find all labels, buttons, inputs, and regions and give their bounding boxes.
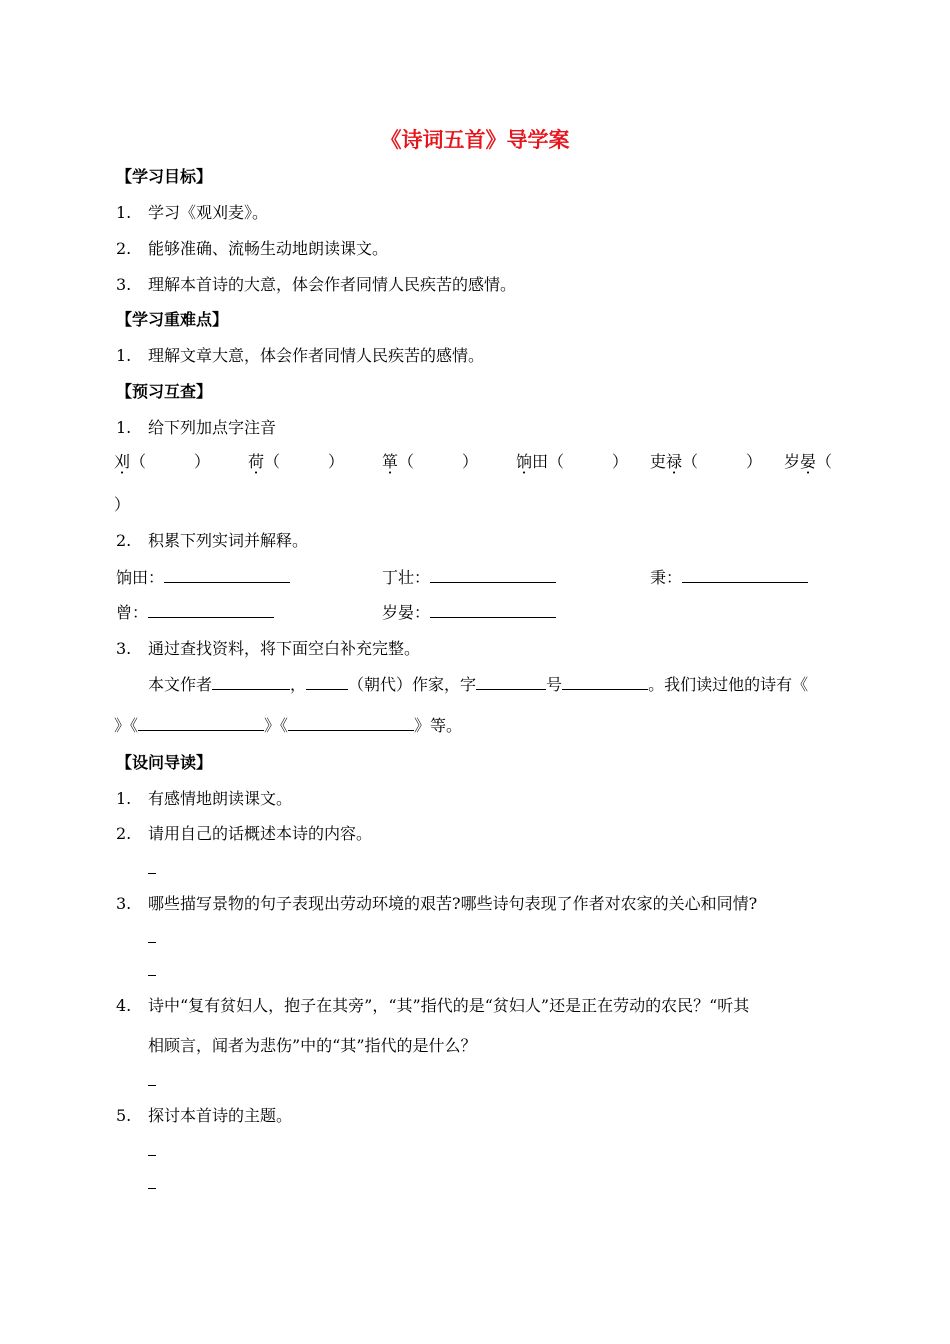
word-field: 秉： <box>650 565 808 588</box>
page-title: 《诗词五首》导学案 <box>380 127 570 152</box>
answer-line[interactable] <box>148 1155 156 1156</box>
answer-line[interactable] <box>148 1188 156 1189</box>
answer-blank[interactable] <box>138 716 264 731</box>
guide-item: 4. 诗中“复有贫妇人，抱子在其旁”，“其”指代的是“贫妇人”还是正在劳动的农民？“听其 <box>116 996 750 1015</box>
answer-line[interactable] <box>148 942 156 943</box>
poem-fill-line: 》《 》《 》等。 <box>114 716 463 735</box>
answer-blank[interactable] <box>148 603 274 618</box>
phonetic-item: 荷（ ） <box>248 452 345 471</box>
section-heading-guide: 【设问导读】 <box>116 753 213 772</box>
preview-question-1: 1. 给下列加点字注音 <box>116 418 277 437</box>
key-item: 1. 理解文章大意，体会作者同情人民疾苦的感情。 <box>116 346 485 365</box>
answer-blank[interactable] <box>476 675 546 690</box>
phonetic-item: 刈（ ） <box>114 452 211 471</box>
guide-item: 2. 请用自己的话概述本诗的内容。 <box>116 824 373 843</box>
goal-item: 3. 理解本首诗的大意，体会作者同情人民疾苦的感情。 <box>116 275 517 294</box>
guide-item-continuation: 相顾言，闻者为悲伤”中的“其”指代的是什么？ <box>148 1036 477 1055</box>
answer-blank[interactable] <box>562 675 648 690</box>
answer-blank[interactable] <box>164 568 290 583</box>
answer-blank[interactable] <box>288 716 414 731</box>
preview-question-3: 3. 通过查找资料，将下面空白补充完整。 <box>116 639 421 658</box>
guide-item: 1. 有感情地朗读课文。 <box>116 789 293 808</box>
word-field: 饷田： <box>116 565 290 588</box>
phonetic-item: 饷田（ ） <box>516 452 629 471</box>
answer-blank[interactable] <box>430 603 556 618</box>
word-field: 丁壮： <box>382 565 556 588</box>
goal-item: 2. 能够准确、流畅生动地朗读课文。 <box>116 239 389 258</box>
answer-line[interactable] <box>148 873 156 874</box>
word-field: 曾： <box>116 600 274 623</box>
answer-line[interactable] <box>148 1085 156 1086</box>
goal-item: 1. 学习《观刈麦》。 <box>116 203 269 222</box>
answer-blank[interactable] <box>306 675 348 690</box>
section-heading-preview: 【预习互查】 <box>116 382 213 401</box>
guide-item: 3. 哪些描写景物的句子表现出劳动环境的艰苦?哪些诗句表现了作者对农家的关心和同情? <box>116 894 758 913</box>
answer-blank[interactable] <box>682 568 808 583</box>
section-heading-goals: 【学习目标】 <box>116 167 213 186</box>
word-field: 岁晏： <box>382 600 556 623</box>
answer-line[interactable] <box>148 975 156 976</box>
preview-question-2: 2. 积累下列实词并解释。 <box>116 531 309 550</box>
phonetic-item: 箪（ ） <box>382 452 479 471</box>
section-heading-key: 【学习重难点】 <box>116 310 229 329</box>
author-fill-line: 本文作者 ， （朝代）作家，字 号 。我们读过他的诗有《 <box>148 675 809 694</box>
guide-item: 5. 探讨本首诗的主题。 <box>116 1106 293 1125</box>
phonetic-close-paren: ） <box>114 495 131 514</box>
answer-blank[interactable] <box>212 675 290 690</box>
phonetic-item: 吏禄（ ） <box>650 452 763 471</box>
phonetic-item: 岁晏（ <box>784 452 833 471</box>
answer-blank[interactable] <box>430 568 556 583</box>
